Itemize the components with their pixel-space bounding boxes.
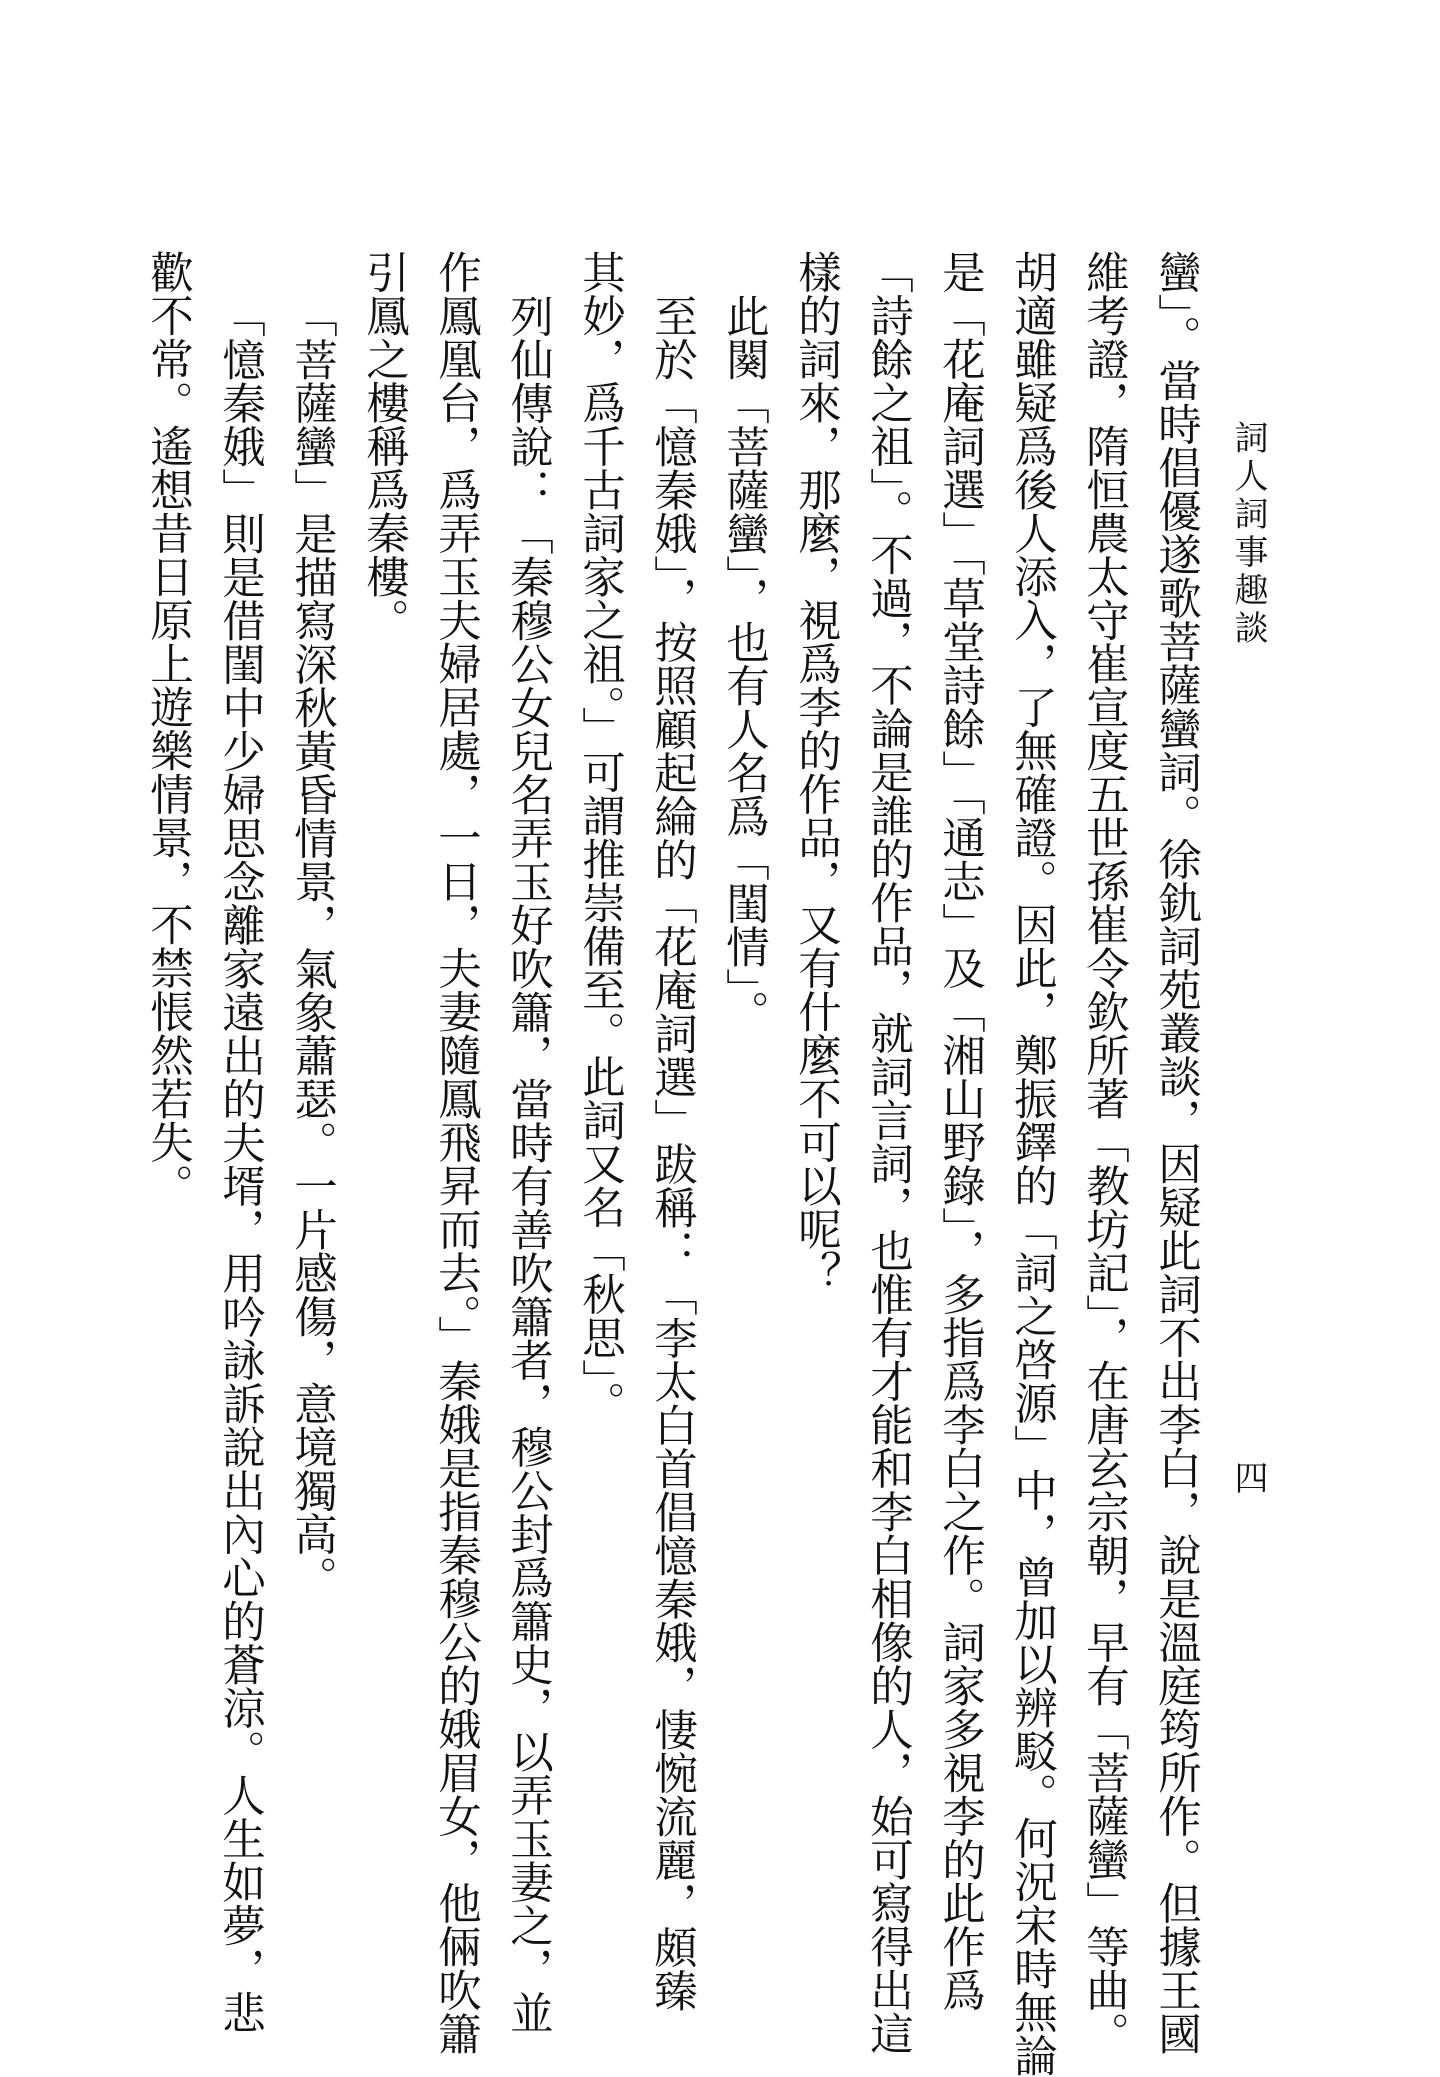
text-column: 蠻」。當時倡優遂歌菩薩蠻詞。徐釚詞苑叢談，因疑此詞不出李白，說是溫庭筠所作。但據王國 — [1151, 250, 1201, 2056]
page-number: 四 — [1228, 1460, 1268, 1494]
text-column: 此闋「菩薩蠻」，也有人名爲「閨情」。 — [719, 293, 769, 1033]
text-column: 作鳳凰台，爲弄玉夫婦居處，一日，夫妻隨鳳飛昇而去。」秦娥是指秦穆公的娥眉女，他倆吹簫 — [431, 250, 481, 2056]
text-column: 列仙傳說：「秦穆公女兒名弄玉好吹簫，當時有善吹簫者，穆公封爲簫史，以弄玉妻之，並 — [503, 293, 553, 2034]
text-column: 其妙，爲千古詞家之祖。」可謂推崇備至。此詞又名「秋思」。 — [575, 250, 625, 1425]
text-column: 是「花庵詞選」「草堂詩餘」「通志」及「湘山野錄」，多指爲李白之作。詞家多視李的此作爲 — [935, 250, 985, 2012]
text-column: 至於「憶秦娥」，按照顧起綸的「花庵詞選」跋稱：「李太白首倡憶秦娥，悽惋流麗，頗臻 — [647, 293, 697, 2012]
text-column: 胡適雖疑爲後人添入，了無確證。因此，鄭振鐸的「詞之啓源」中，曾加以辨駁。何況宋時無論 — [1007, 250, 1057, 2077]
body-text — [132, 250, 1212, 2077]
text-column: 維考證，隋恒農太守崔宣度五世孫崔令欽所著「教坊記」，在唐玄宗朝，早有「菩薩蠻」等曲。 — [1079, 250, 1129, 2056]
text-column: 樣的詞來，那麼，視爲李的作品，又有什麼不可以呢？ — [791, 250, 841, 1294]
text-column: 「菩薩蠻」是描寫深秋黃昏情景，氣象蕭瑟。一片感傷，意境獨高。 — [287, 293, 337, 1599]
text-column: 「憶秦娥」則是借閨中少婦思念離家遠出的夫壻，用吟詠訴說出內心的蒼涼。人生如夢，悲 — [215, 293, 265, 2034]
text-column: 引鳳之樓稱爲秦樓。 — [359, 250, 409, 642]
running-title: 詞人詞事趣談 — [1228, 420, 1268, 648]
text-column: 歡不常。遙想昔日原上遊樂情景，不禁悵然若失。 — [143, 250, 193, 1207]
text-column: 「詩餘之祖」。不過，不論是誰的作品，就詞言詞，也惟有才能和李白相像的人，始可寫得出這 — [863, 250, 913, 2056]
